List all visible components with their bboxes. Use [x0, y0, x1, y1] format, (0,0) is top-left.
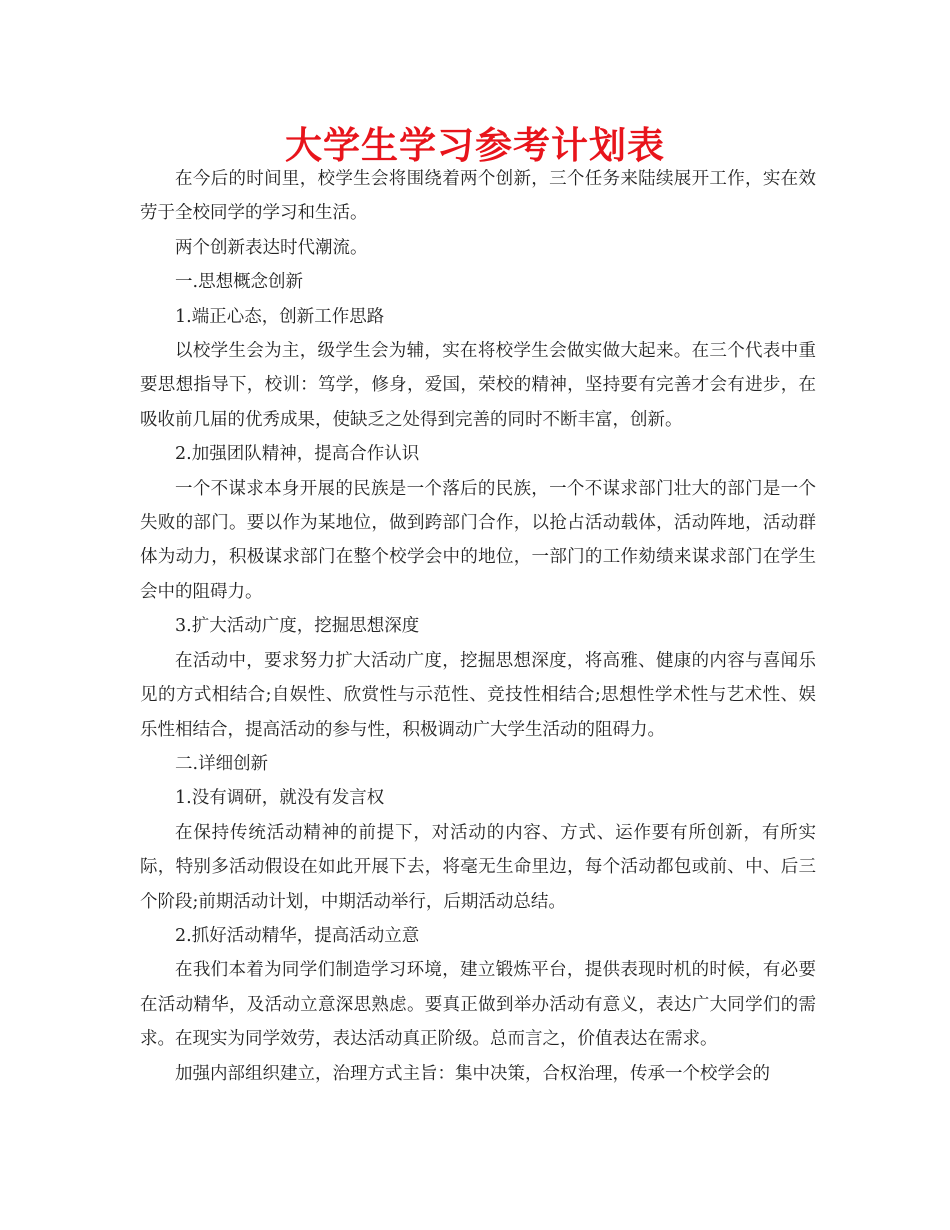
subsection-heading-1-2: 2.加强团队精神，提高合作认识: [175, 444, 420, 465]
paragraph-two-innovations: 两个创新表达时代潮流。: [175, 237, 368, 258]
subsection-heading-2-1: 1.没有调研，就没有发言权: [175, 788, 385, 809]
subsection-heading-1-3: 3.扩大活动广度，挖掘思想深度: [175, 616, 420, 637]
paragraph-1-1: 以校学生会为主，级学生会为辅，实在将校学生会做实做大起来。在三个代表中重要思想指导下，校训：笃学，修身，爱国，荣校的精神，坚持要有完善才会有进步，在吸收前几届的优秀成果，使缺乏之处得到完善的同时不断丰富，创新。: [140, 341, 816, 430]
document-body: [140, 162, 816, 1091]
subsection-heading-1-1: 1.端正心态，创新工作思路: [175, 306, 385, 327]
paragraph-organization: 加强内部组织建立，治理方式主旨：集中决策，合权治理，传承一个校学会的: [175, 1063, 770, 1084]
section-heading-2: 二.详细创新: [175, 753, 269, 774]
document-title: 大学生学习参考计划表: [285, 124, 665, 167]
paragraph-2-1: 在保持传统活动精神的前提下，对活动的内容、方式、运作要有所创新，有所实际，特别多活动假设在如此开展下去，将毫无生命里边，每个活动都包或前、中、后三个阶段;前期活动计划，中期活动举行，后期活动总结。: [140, 822, 816, 912]
paragraph-1-3: 在活动中，要求努力扩大活动广度，挖掘思想深度，将高雅、健康的内容与喜闻乐见的方式相结合;自娱性、欣赏性与示范性、竞技性相结合;思想性学术性与艺术性、娱乐性相结合，提高活动的参与性，积极调动广大学生活动的阻碍力。: [140, 650, 816, 740]
paragraph-1-2: 一个不谋求本身开展的民族是一个落后的民族，一个不谋求部门壮大的部门是一个失败的部门。要以作为某地位，做到跨部门合作，以抢占活动载体，活动阵地，活动群体为动力，积极谋求部门在整个校学会中的地位，一部门的工作劾绩来谋求部门在学生会中的阻碍力。: [140, 478, 816, 602]
paragraph-intro: 在今后的时间里，校学生会将围绕着两个创新，三个任务来陆续展开工作，实在效劳于全校同学的学习和生活。: [140, 169, 816, 224]
paragraph-2-2: 在我们本着为同学们制造学习环境，建立锻炼平台，提供表现时机的时候，有必要在活动精华，及活动立意深思熟虑。要真正做到举办活动有意义，表达广大同学们的需求。在现实为同学效劳，表达活动真正阶级。总而言之，价值表达在需求。: [140, 960, 816, 1050]
section-heading-1: 一.思想概念创新: [175, 272, 304, 293]
subsection-heading-2-2: 2.抓好活动精华，提高活动立意: [175, 925, 420, 946]
